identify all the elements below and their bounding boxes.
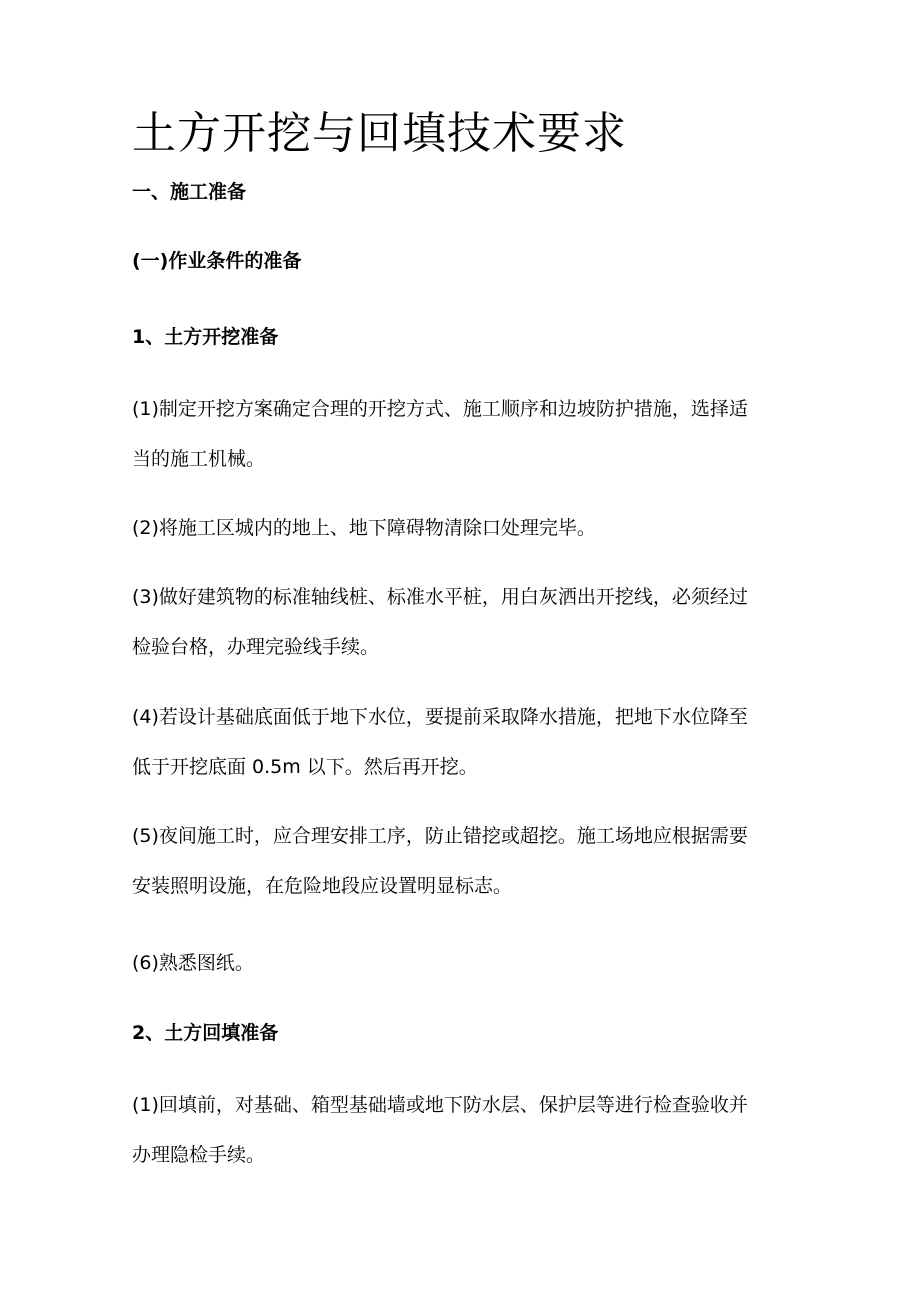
excavation-item-4 [132,692,792,792]
excavation-item-1 [132,384,792,484]
excavation-item-6-line-1: (6)熟悉图纸。 [132,952,254,974]
backfill-item-1-line-1: (1)回填前，对基础、箱型基础墙或地下防水层、保护层等进行检查验收并 [132,1094,748,1116]
backfill-item-1-line-2: 办理隐检手续。 [132,1144,266,1166]
excavation-item-5 [132,811,792,911]
excavation-item-1-line-2: 当的施工机械。 [132,448,266,470]
excavation-item-2-line-1: (2)将施工区城内的地上、地下障碍物清除口处理完毕。 [132,517,596,539]
backfill-item-1 [132,1080,792,1180]
excavation-item-3-line-2: 检验台格，办理完验线手续。 [132,636,380,658]
excavation-item-5-line-2: 安装照明设施，在危险地段应设置明显标志。 [132,875,513,897]
subsection-heading-work-conditions: (一)作业条件的准备 [132,250,302,272]
excavation-item-3 [132,572,792,672]
excavation-item-1-line-1: (1)制定开挖方案确定合理的开挖方式、施工顺序和边坡防护措施，选择适 [132,398,748,420]
heading-excavation-preparation: 1、土方开挖准备 [132,326,279,348]
excavation-item-5-line-1: (5)夜间施工时，应合理安排工序，防止错挖或超挖。施工场地应根据需要 [132,825,748,847]
excavation-item-4-line-1: (4)若设计基础底面低于地下水位，要提前采取降水措施，把地下水位降至 [132,706,748,728]
excavation-item-2 [132,503,792,553]
excavation-item-4-line-2: 低于开挖底面 0.5m 以下。然后再开挖。 [132,756,478,778]
excavation-item-3-line-1: (3)做好建筑物的标准轴线桩、标准水平桩，用白灰洒出开挖线，必须经过 [132,586,748,608]
document-title: 土方开挖与回填技术要求 [132,108,627,159]
excavation-item-6 [132,938,792,988]
heading-backfill-preparation: 2、土方回填准备 [132,1022,279,1044]
section-heading-construction-preparation: 一、施工准备 [132,181,247,203]
